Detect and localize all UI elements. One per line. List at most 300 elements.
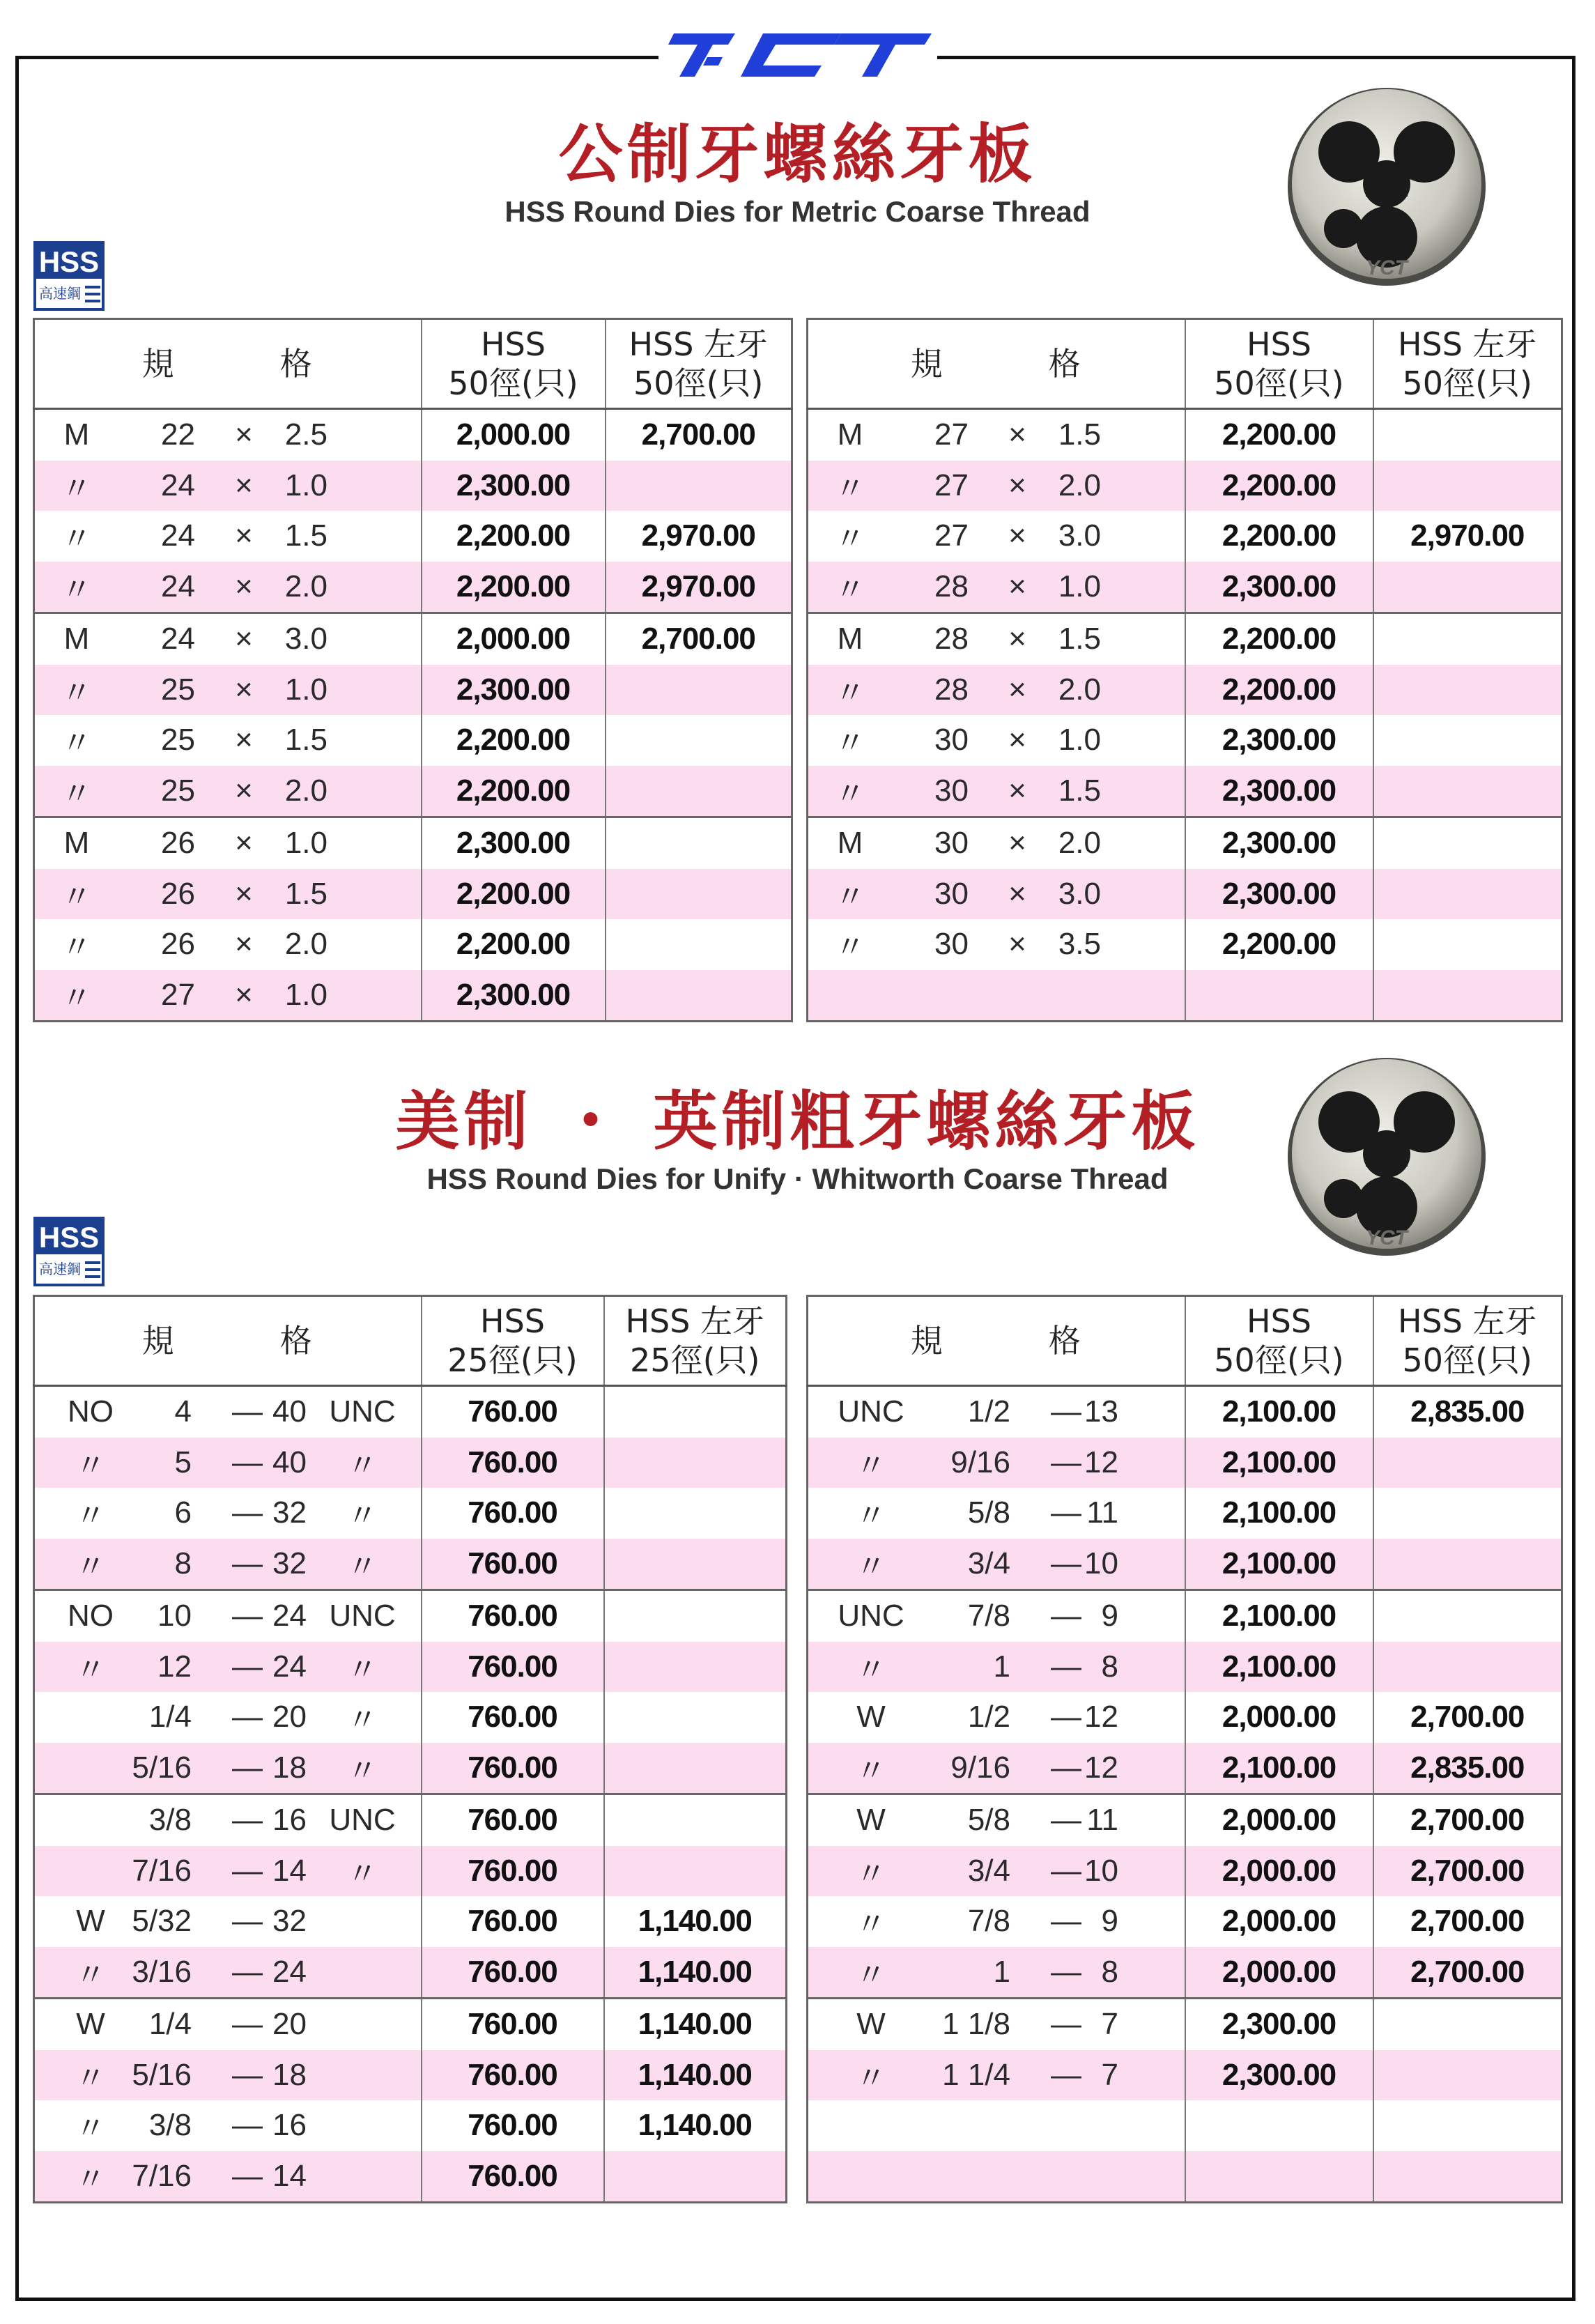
spec-pre: 〃 (75, 2162, 106, 2196)
hss-price: 2,200.00 (422, 919, 606, 970)
spec-pre: 〃 (835, 572, 865, 607)
spec-a: 5/8 (967, 1803, 1010, 1838)
spec-b: 2.0 (1058, 826, 1101, 861)
spec-op: × (235, 826, 253, 861)
spec-post: 〃 (347, 1703, 378, 1738)
spec-a: 24 (161, 518, 195, 553)
spec-header: 規 格 (808, 1296, 1185, 1386)
spec-op: — (1051, 2057, 1081, 2092)
hss-left-hand-price (604, 1846, 787, 1897)
hss-left-hand-price (1373, 919, 1562, 970)
hss-price: 2,000.00 (422, 613, 606, 665)
hss-price: 760.00 (422, 2100, 604, 2151)
spec-b: 2.0 (284, 569, 328, 603)
round-die-image (1282, 1052, 1491, 1261)
hss-price: 760.00 (422, 1896, 604, 1947)
table-row (34, 1438, 787, 1488)
spec-b: 40 (272, 1445, 307, 1479)
hss-price: 2,100.00 (1185, 1438, 1373, 1488)
spec-a: 12 (157, 1649, 192, 1684)
hss-left-hand-price (1373, 461, 1562, 511)
spec-op: × (235, 977, 253, 1012)
spec-op: — (232, 2108, 263, 2143)
spec-op: — (232, 2158, 263, 2193)
hss-price: 760.00 (422, 1386, 604, 1438)
hss-left-hand-price (606, 461, 792, 511)
spec-b: 2.0 (284, 773, 328, 808)
hss-left-hand-price (604, 2151, 787, 2203)
spec-cell (808, 2100, 1185, 2151)
spec-pre: M (63, 622, 90, 656)
hss-left-hand-price (604, 1438, 787, 1488)
spec-cell (808, 1743, 1185, 1794)
spec-b: 12 (1084, 1700, 1118, 1734)
spec-pre: 〃 (856, 1549, 886, 1584)
spec-cell (808, 1539, 1185, 1590)
spec-pre: 〃 (856, 2061, 886, 2095)
table-row (808, 1590, 1562, 1642)
table-row (34, 562, 792, 613)
spec-op: × (1008, 417, 1026, 452)
spec-a: 7/16 (132, 2158, 192, 2193)
hss-price: 2,000.00 (1185, 1692, 1373, 1743)
spec-post: 〃 (347, 1856, 378, 1891)
spec-a: 26 (161, 927, 195, 962)
spec-a: 5 (174, 1445, 192, 1479)
spec-b: 2.5 (284, 417, 328, 452)
spec-cell (34, 1438, 422, 1488)
spec-pre: NO (68, 1394, 114, 1429)
hss-price: 2,300.00 (1185, 2050, 1373, 2101)
spec-post: UNC (329, 1599, 396, 1633)
hss-left-hand-price (604, 1539, 787, 1590)
table-row (34, 2151, 787, 2203)
spec-op: — (1051, 2007, 1081, 2042)
spec-b: 24 (272, 1954, 307, 1989)
spec-op: × (1008, 468, 1026, 502)
spec-pre: 〃 (61, 930, 92, 965)
spec-pre: 〃 (61, 980, 92, 1015)
spec-op: × (235, 876, 253, 911)
table-row (34, 1642, 787, 1693)
spec-op: — (232, 1700, 263, 1734)
spec-a: 28 (934, 672, 969, 707)
table-row (34, 2100, 787, 2151)
spec-b: 32 (272, 1495, 307, 1530)
hss-price: 2,100.00 (1185, 1590, 1373, 1642)
spec-pre: 〃 (75, 2111, 106, 2146)
table-row (34, 1999, 787, 2050)
hss-left-hand-price: 2,970.00 (606, 511, 792, 562)
hss-left-hand-price (604, 1488, 787, 1539)
spec-a: 24 (161, 468, 195, 502)
yct-logo (658, 13, 937, 93)
hss-price: 760.00 (422, 1743, 604, 1794)
spec-op: × (235, 927, 253, 962)
hss-left-hand-price (1373, 2151, 1562, 2203)
spec-a: 5/16 (132, 2057, 192, 2092)
table-row (808, 1896, 1562, 1947)
table-row (808, 511, 1562, 562)
unify-table-left (33, 1295, 787, 2203)
spec-a: 24 (161, 569, 195, 603)
table-row (34, 715, 792, 766)
spec-pre: 〃 (856, 1448, 886, 1483)
spec-a: 1/2 (967, 1394, 1010, 1429)
spec-op: × (235, 569, 253, 603)
table-row (34, 766, 792, 817)
hss-price: 760.00 (422, 1488, 604, 1539)
hss-left-hand-header: HSS 左牙 50徑(只) (1373, 1296, 1562, 1386)
hss-header: HSS 25徑(只) (422, 1296, 604, 1386)
spec-cell (808, 613, 1185, 665)
spec-op: — (1051, 1495, 1081, 1530)
spec-header: 規 格 (808, 319, 1185, 409)
table-row (34, 613, 792, 665)
hss-header: HSS 50徑(只) (422, 319, 606, 409)
hss-price: 2,300.00 (1185, 766, 1373, 817)
spec-b: 7 (1101, 2007, 1118, 2042)
spec-cell (34, 511, 422, 562)
table-row (808, 1846, 1562, 1897)
hss-left-hand-header: HSS 左牙 50徑(只) (1373, 319, 1562, 409)
hss-price: 2,300.00 (1185, 715, 1373, 766)
spec-b: 1.5 (284, 876, 328, 911)
table-row (808, 715, 1562, 766)
hss-price: 2,200.00 (1185, 613, 1373, 665)
spec-a: 1 1/8 (942, 2007, 1010, 2042)
hss-price: 2,200.00 (422, 511, 606, 562)
spec-cell (34, 970, 422, 1022)
spec-cell (34, 1590, 422, 1642)
hss-price (1185, 2151, 1373, 2203)
spec-b: 1.5 (284, 723, 328, 757)
spec-b: 2.0 (284, 927, 328, 962)
spec-pre: 〃 (75, 1549, 106, 1584)
spec-a: 7/16 (132, 1853, 192, 1888)
spec-pre: M (63, 826, 90, 861)
table-row (34, 2050, 787, 2101)
spec-b: 9 (1101, 1904, 1118, 1939)
hss-price (1185, 2100, 1373, 2151)
hss-price: 2,200.00 (422, 562, 606, 613)
svg-text:YCT: YCT (1366, 1226, 1408, 1249)
spec-op: — (1051, 1803, 1081, 1838)
spec-pre: 〃 (835, 776, 865, 811)
spec-pre: 〃 (61, 879, 92, 914)
spec-pre: 〃 (835, 726, 865, 761)
round-die-image (1282, 82, 1491, 291)
spec-op: × (1008, 927, 1026, 962)
table-row (808, 869, 1562, 920)
spec-a: 1/4 (148, 1700, 192, 1734)
hss-price: 2,200.00 (1185, 665, 1373, 716)
table-row (808, 1999, 1562, 2050)
spec-b: 1.5 (1058, 773, 1101, 808)
metric-subtitle: HSS Round Dies for Metric Coarse Thread (504, 195, 1091, 228)
spec-b: 11 (1086, 1803, 1118, 1838)
hss-price: 2,300.00 (1185, 817, 1373, 869)
spec-b: 1.0 (1058, 569, 1101, 603)
table-row (808, 562, 1562, 613)
spec-b: 18 (272, 1750, 307, 1785)
spec-cell (34, 613, 422, 665)
table-row (34, 1794, 787, 1846)
spec-op: — (1051, 1853, 1081, 1888)
spec-cell (808, 817, 1185, 869)
spec-b: 10 (1084, 1853, 1118, 1888)
spec-pre: 〃 (835, 930, 865, 965)
spec-pre: 〃 (856, 1753, 886, 1788)
spec-pre: 〃 (856, 1907, 886, 1942)
spec-op: × (1008, 622, 1026, 656)
table-row (34, 1386, 787, 1438)
spec-cell (808, 1590, 1185, 1642)
spec-cell (34, 1896, 422, 1947)
spec-b: 24 (272, 1649, 307, 1684)
table-row (808, 1386, 1562, 1438)
hss-left-hand-price: 2,700.00 (1373, 1692, 1562, 1743)
hss-price: 2,300.00 (422, 817, 606, 869)
hss-left-hand-price (606, 766, 792, 817)
hss-price: 2,000.00 (1185, 1846, 1373, 1897)
spec-b: 14 (272, 1853, 307, 1888)
hss-price: 2,100.00 (1185, 1539, 1373, 1590)
hss-left-hand-price: 2,970.00 (1373, 511, 1562, 562)
hss-left-hand-price: 1,140.00 (604, 2050, 787, 2101)
hss-header: HSS 50徑(只) (1185, 319, 1373, 409)
spec-cell (34, 919, 422, 970)
table-row (808, 1794, 1562, 1846)
spec-cell (808, 1386, 1185, 1438)
spec-a: 27 (934, 417, 969, 452)
spec-a: 30 (934, 927, 969, 962)
spec-pre: 〃 (61, 471, 92, 506)
spec-a: 1 (993, 1954, 1010, 1989)
table-row (808, 2151, 1562, 2203)
spec-op: × (1008, 876, 1026, 911)
spec-b: 32 (272, 1904, 307, 1939)
spec-pre: 〃 (75, 1957, 106, 1992)
hss-left-hand-price: 1,140.00 (604, 1999, 787, 2050)
spec-b: 1.0 (284, 977, 328, 1012)
spec-cell (808, 1896, 1185, 1947)
spec-cell (808, 562, 1185, 613)
spec-pre: W (76, 1904, 105, 1939)
hss-left-hand-price (1373, 1999, 1562, 2050)
spec-a: 1 (993, 1649, 1010, 1684)
spec-a: 30 (934, 773, 969, 808)
spec-cell (808, 715, 1185, 766)
spec-a: 27 (161, 977, 195, 1012)
spec-a: 26 (161, 876, 195, 911)
table-row (808, 665, 1562, 716)
spec-cell (34, 1794, 422, 1846)
spec-b: 1.5 (1058, 417, 1101, 452)
hss-price: 2,300.00 (1185, 1999, 1373, 2050)
spec-post: UNC (329, 1803, 396, 1838)
hss-left-hand-price (1373, 1590, 1562, 1642)
spec-post: 〃 (347, 1753, 378, 1788)
hss-price: 2,200.00 (422, 715, 606, 766)
spec-b: 1.5 (1058, 622, 1101, 656)
table-row (808, 1642, 1562, 1693)
hss-left-hand-price (606, 869, 792, 920)
hss-price: 2,300.00 (1185, 562, 1373, 613)
table-row (808, 1438, 1562, 1488)
spec-cell (34, 409, 422, 461)
hss-left-hand-price: 2,700.00 (606, 409, 792, 461)
table-row (34, 1539, 787, 1590)
spec-cell (34, 461, 422, 511)
spec-cell (34, 1846, 422, 1897)
spec-pre: W (856, 1700, 886, 1734)
hss-badge-label: HSS (38, 245, 100, 278)
spec-b: 1.5 (284, 518, 328, 553)
spec-b: 18 (272, 2057, 307, 2092)
spec-b: 1.0 (284, 672, 328, 707)
hss-left-hand-price (606, 715, 792, 766)
hss-left-hand-price: 2,835.00 (1373, 1386, 1562, 1438)
spec-op: — (232, 1803, 263, 1838)
spec-a: 3/16 (132, 1954, 192, 1989)
hss-left-hand-price: 2,835.00 (1373, 1743, 1562, 1794)
spec-a: 30 (934, 876, 969, 911)
spec-a: 9/16 (950, 1750, 1010, 1785)
spec-cell (34, 1743, 422, 1794)
spec-pre: M (837, 622, 863, 656)
hss-left-hand-price (1373, 2100, 1562, 2151)
hss-price: 2,300.00 (422, 461, 606, 511)
hss-left-hand-price (1373, 766, 1562, 817)
hss-left-hand-price (1373, 409, 1562, 461)
hss-left-hand-price (604, 1743, 787, 1794)
table-row (808, 409, 1562, 461)
hss-price: 2,300.00 (1185, 869, 1373, 920)
spec-post: 〃 (347, 1448, 378, 1483)
spec-pre: M (63, 417, 90, 452)
spec-pre: 〃 (61, 776, 92, 811)
spec-cell (808, 461, 1185, 511)
spec-cell (808, 1794, 1185, 1846)
table-row (808, 2100, 1562, 2151)
spec-cell (34, 1999, 422, 2050)
spec-a: 5/32 (132, 1904, 192, 1939)
hss-price: 2,100.00 (1185, 1642, 1373, 1693)
table-row (808, 2050, 1562, 2101)
spec-cell (34, 1692, 422, 1743)
hss-price: 2,200.00 (422, 869, 606, 920)
hss-price: 2,300.00 (422, 665, 606, 716)
spec-pre: 〃 (856, 1652, 886, 1687)
spec-pre: 〃 (75, 1448, 106, 1483)
spec-pre: 〃 (61, 675, 92, 710)
spec-cell (808, 665, 1185, 716)
metric-table-left (33, 318, 793, 1022)
hss-price: 2,200.00 (1185, 511, 1373, 562)
spec-op: — (1051, 1599, 1081, 1633)
spec-a: 27 (934, 518, 969, 553)
spec-b: 2.0 (1058, 468, 1101, 502)
spec-a: 27 (934, 468, 969, 502)
hss-price: 2,200.00 (1185, 409, 1373, 461)
hss-header: HSS 50徑(只) (1185, 1296, 1373, 1386)
spec-b: 10 (1084, 1546, 1118, 1580)
spec-pre: 〃 (856, 1856, 886, 1891)
spec-op: — (1051, 1445, 1081, 1479)
hss-left-hand-price (606, 970, 792, 1022)
spec-b: 40 (272, 1394, 307, 1429)
spec-cell (808, 919, 1185, 970)
hss-price: 2,000.00 (1185, 1947, 1373, 1999)
hss-left-hand-price: 2,700.00 (606, 613, 792, 665)
spec-cell (34, 766, 422, 817)
hss-left-hand-price (606, 665, 792, 716)
spec-a: 24 (161, 622, 195, 656)
spec-a: 9/16 (950, 1445, 1010, 1479)
spec-b: 16 (272, 1803, 307, 1838)
spec-cell (808, 1692, 1185, 1743)
spec-cell (808, 970, 1185, 1022)
spec-cell (808, 1438, 1185, 1488)
spec-op: — (232, 1599, 263, 1633)
table-row (34, 1846, 787, 1897)
spec-a: 7/8 (967, 1904, 1010, 1939)
spec-cell (34, 2100, 422, 2151)
spec-pre: 〃 (61, 726, 92, 761)
spec-op: — (232, 1445, 263, 1479)
spec-a: 3/8 (148, 1803, 192, 1838)
spec-a: 3/4 (967, 1853, 1010, 1888)
spec-a: 3/8 (148, 2108, 192, 2143)
spec-pre: 〃 (835, 879, 865, 914)
hss-left-hand-price: 2,700.00 (1373, 1896, 1562, 1947)
spec-cell (808, 1999, 1185, 2050)
spec-b: 3.0 (284, 622, 328, 656)
table-row (34, 919, 792, 970)
hss-left-hand-price (1373, 869, 1562, 920)
unify-title: 美制 ・ 英制粗牙螺絲牙板 (395, 1084, 1200, 1159)
spec-cell (34, 665, 422, 716)
spec-b: 8 (1101, 1954, 1118, 1989)
spec-pre: W (856, 1803, 886, 1838)
table-row (34, 817, 792, 869)
spec-cell (34, 1488, 422, 1539)
table-row (34, 970, 792, 1022)
spec-header: 規 格 (34, 1296, 422, 1386)
spec-header: 規 格 (34, 319, 422, 409)
spec-b: 1.0 (1058, 723, 1101, 757)
metric-title: 公制牙螺絲牙板 (558, 117, 1037, 192)
hss-badge (33, 241, 105, 311)
hss-price: 760.00 (422, 1642, 604, 1693)
hss-badge (33, 1217, 105, 1286)
unify-table-right (806, 1295, 1563, 2203)
spec-cell (34, 1386, 422, 1438)
spec-b: 3.5 (1058, 927, 1101, 962)
spec-op: × (1008, 569, 1026, 603)
spec-op: — (1051, 1904, 1081, 1939)
hss-price: 2,100.00 (1185, 1488, 1373, 1539)
spec-op: — (232, 1954, 263, 1989)
spec-b: 9 (1101, 1599, 1118, 1633)
spec-b: 20 (272, 2007, 307, 2042)
hss-left-hand-price (1373, 715, 1562, 766)
hss-badge-sublabel: 高速鋼 (39, 1261, 81, 1277)
spec-cell (34, 817, 422, 869)
table-row (808, 461, 1562, 511)
hss-left-hand-price (1373, 665, 1562, 716)
